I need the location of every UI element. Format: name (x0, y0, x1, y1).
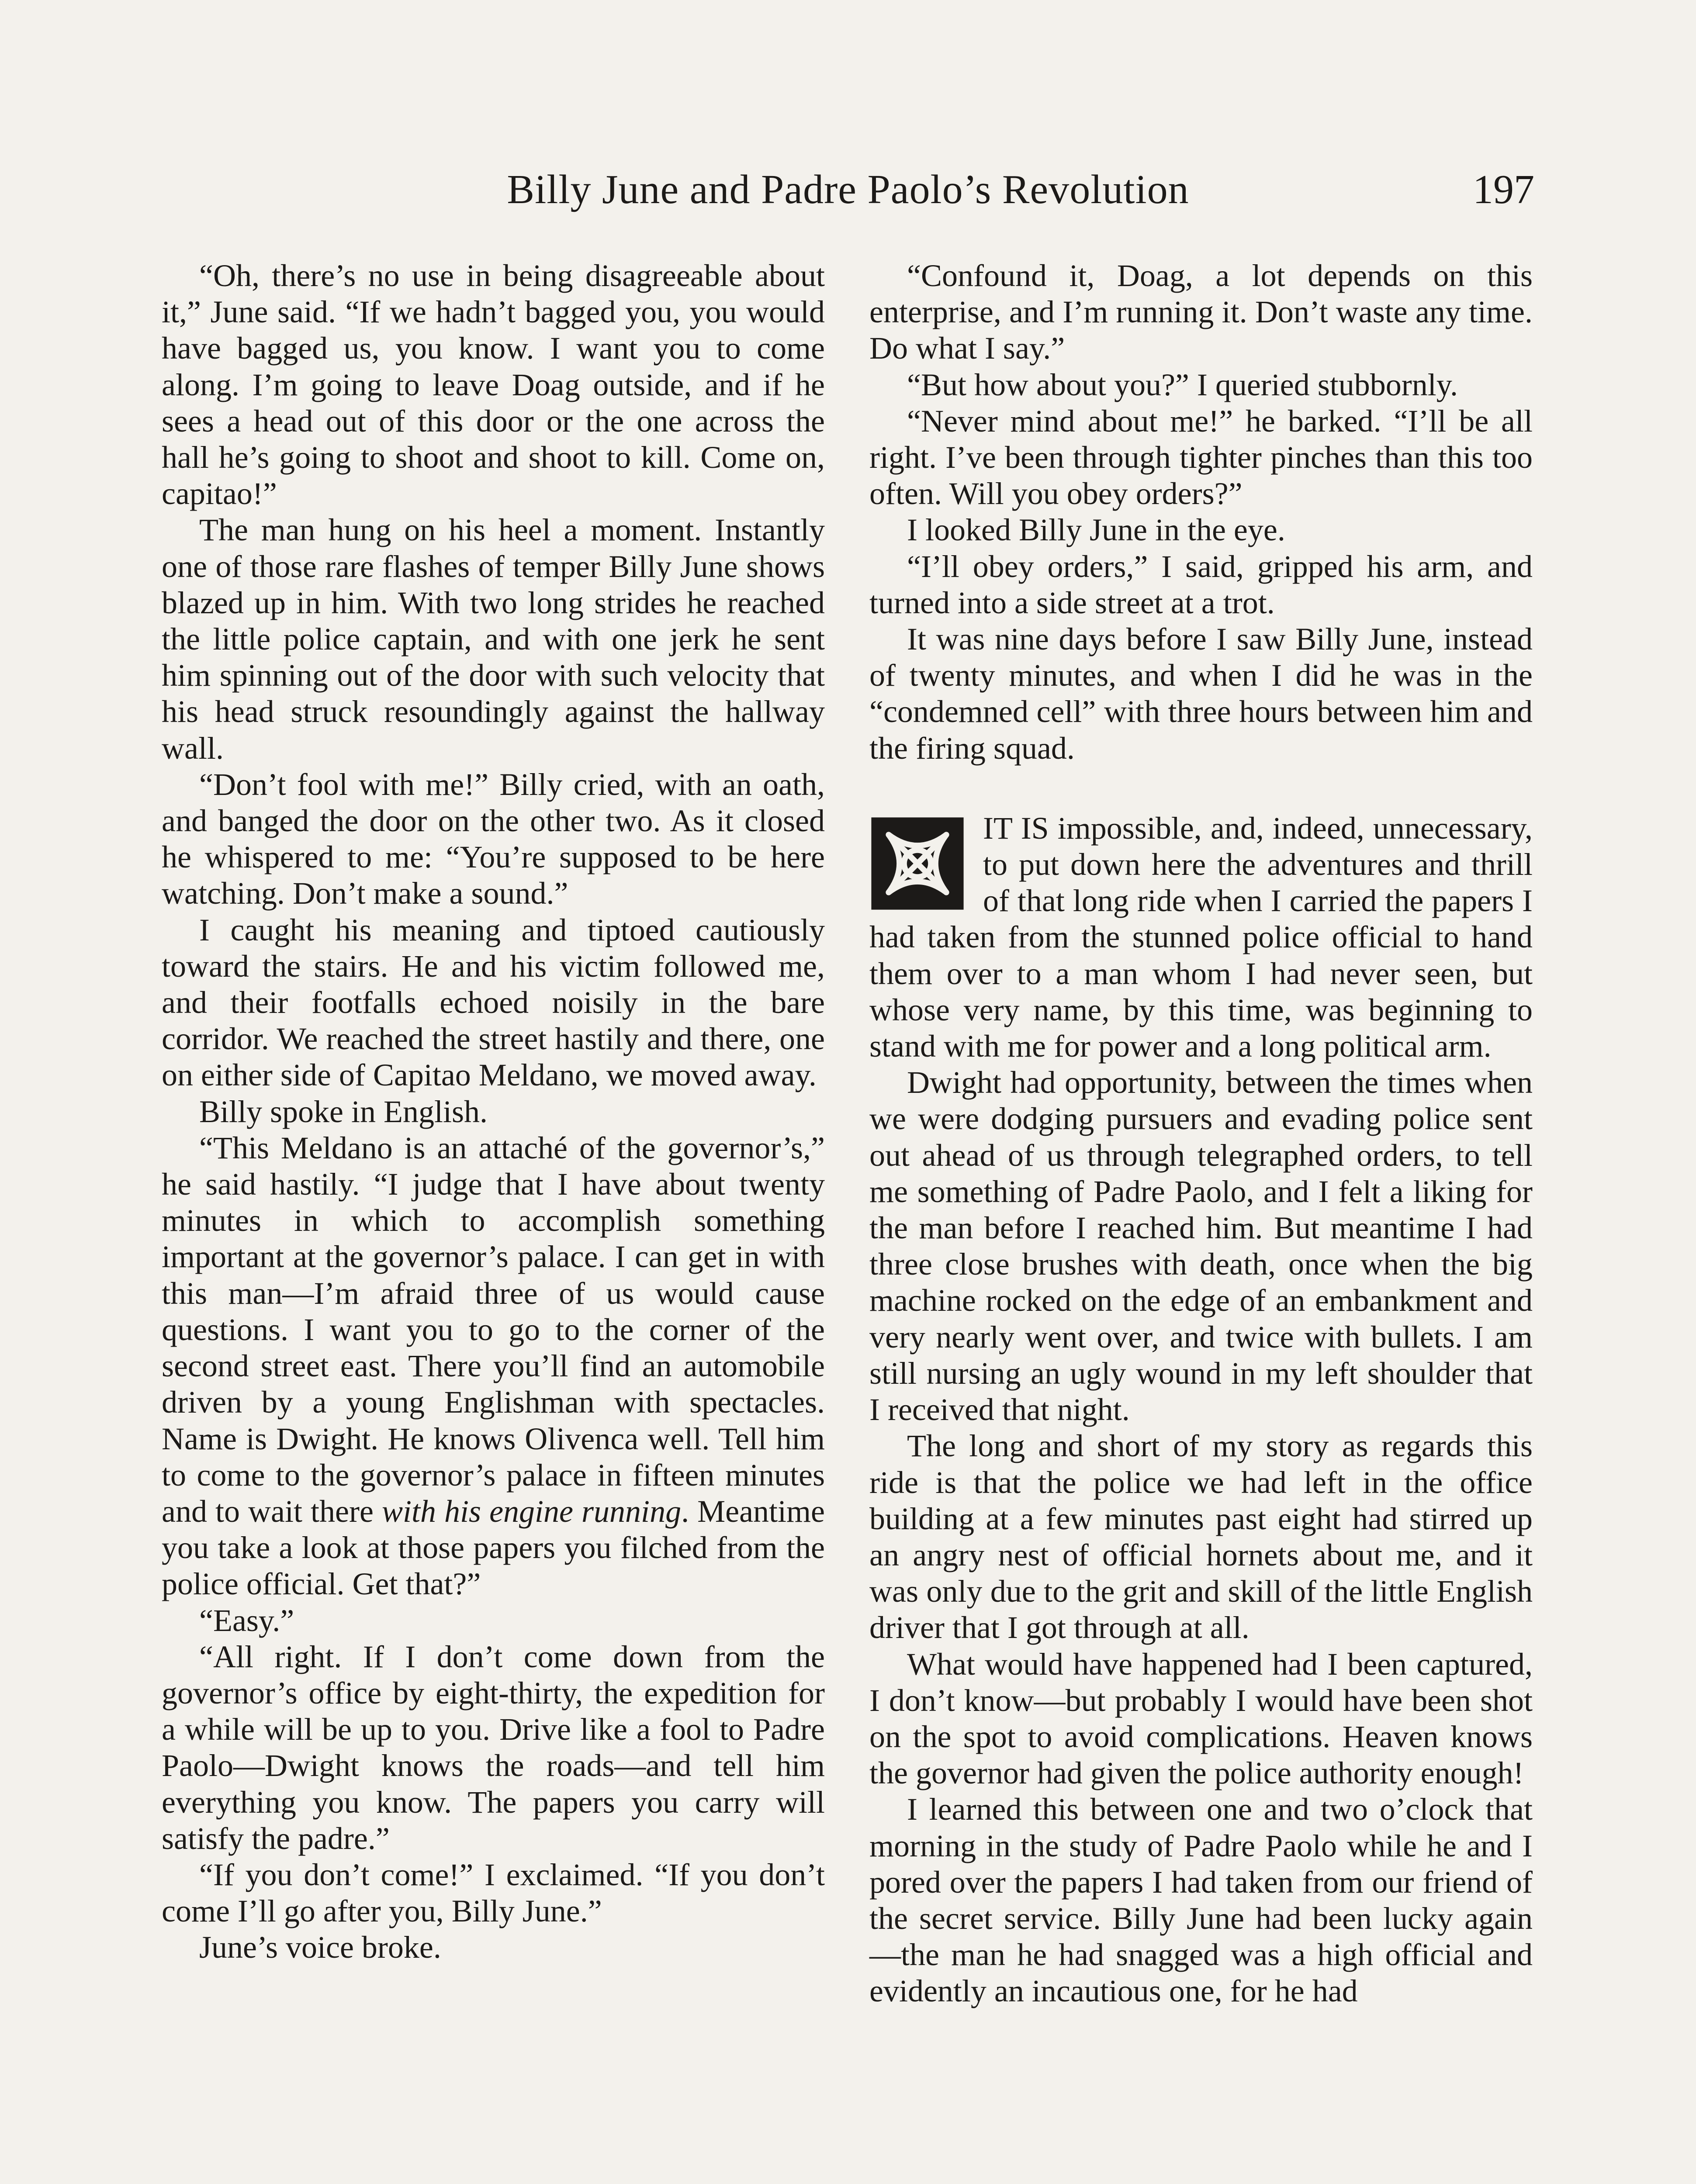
paragraph: June’s voice broke. (199, 1930, 441, 1965)
italic-phrase: with his engine running (381, 1493, 682, 1529)
paragraph: “Don’t fool with me!” Billy cried, with an oath, and banged the door on the other two. As it closed he whispered to me: “You’re supposed to be here watching. Don’t make a sound.” (162, 767, 825, 911)
paragraph: “Confound it, Doag, a lot depends on this enterprise, and I’m running it. Don’t waste any time. Do what I say.” (869, 258, 1533, 366)
paragraph: What would have happened had I been captured, I don’t know—but probably I would have been shot on the spot to avoid complications. Heaven knows the governor had given the police authority enough! (869, 1646, 1533, 1791)
left-column (162, 258, 825, 1966)
paragraph: “Oh, there’s no use in being disagreeable about it,” June said. “If we hadn’t bagged you, you would have bagged us, you know. I want you to come along. I’m going to leave Doag outside, and if he sees a head out of this door or the one across the hall he’s going to shoot and shoot to kill. Come on, capitao!” (162, 258, 825, 511)
paragraph: “If you don’t come!” I exclaimed. “If you don’t come I’ll go after you, Billy June.” (162, 1857, 825, 1929)
paragraph: “I’ll obey orders,” I said, gripped his arm, and turned into a side street at a trot. (869, 549, 1533, 620)
right-column (869, 258, 1533, 2010)
page-number: 197 (1473, 167, 1534, 212)
paragraph-tail: . Meantime you take a look at those papers you filched from the police official. Get that?” (162, 1493, 825, 1602)
running-title: Billy June and Padre Paolo’s Revolution (507, 167, 1189, 212)
paragraph: “Easy.” (199, 1603, 294, 1638)
paragraph: I looked Billy June in the eye. (907, 512, 1285, 548)
paragraph: “All right. If I don’t come down from the governor’s office by eight-thirty, the expedition for a while will be up to you. Drive like a fool to Padre Paolo—Dwight knows the roads—and tell him everything you know. The papers you carry will satisfy the padre.” (162, 1639, 825, 1856)
paragraph: Dwight had opportunity, between the times when we were dodging pursuers and evading police sent out ahead of us through telegraphed orders, to tell me something of Padre Paolo, and I felt a liking for the man before I reached him. But meantime I had three close brushes with death, once when the big machine rocked on the edge of an embankment and very nearly went over, and twice with bullets. I am still nursing an ugly wound in my left shoulder that I received that night. (869, 1065, 1533, 1427)
paragraph: Billy spoke in English. (199, 1094, 488, 1129)
paragraph-text: “This Meldano is an attaché of the governor’s,” he said hastily. “I judge that I have about twenty minutes in which to accomplish something important at the governor’s palace. I can get in with this man—I’m afraid three of us would cause questions. I want you to go to the corner of the second street east. There you’ll find an automobile driven by a young Englishman with spectacles. Name is Dwight. He knows Olivenca well. Tell him to come to the governor’s palace in fifteen minutes and to wait there (162, 1130, 825, 1529)
paragraph: “Never mind about me!” he barked. “I’ll be all right. I’ve been through tighter pinches than this too often. Will you obey orders?” (869, 403, 1533, 511)
page-header (162, 166, 1534, 227)
paragraph: It was nine days before I saw Billy June, instead of twenty minutes, and when I did he was in the “condemned cell” with three hours between him and the firing squad. (869, 622, 1533, 766)
celtic-knot-icon (869, 814, 966, 913)
paragraph-text: IT IS impossible, and, indeed, unnecessary, to put down here the adventures and thrill of that long ride when I carried the papers I had taken from the stunned police official to hand them over to a man whom I had never seen, but whose very name, by this time, was beginning to stand with me for power and a long political arm. (869, 810, 1533, 1064)
paragraph: “But how about you?” I queried stubbornly. (907, 367, 1458, 402)
paragraph: I learned this between one and two o’clock that morning in the study of Padre Paolo while he and I pored over the papers I had taken from our friend of the secret service. Billy June had been lucky again—the man he had snagged was a high official and evidently an incautious one, for he had (869, 1792, 1533, 2009)
paragraph (162, 1130, 825, 1603)
paragraph: The long and short of my story as regards this ride is that the police we had left in the office building at a few minutes past eight had stirred up an angry nest of official hornets about me, and it was only due to the grit and skill of the little English driver that I got through at all. (869, 1428, 1533, 1645)
section-start-paragraph (869, 810, 1533, 1064)
paragraph: The man hung on his heel a moment. Instantly one of those rare flashes of temper Billy June shows blazed up in him. With two long strides he reached the little police captain, and with one jerk he sent him spinning out of the door with such velocity that his head struck resoundingly against the hallway wall. (162, 512, 825, 766)
paragraph: I caught his meaning and tiptoed cautiously toward the stairs. He and his victim followed me, and their footfalls echoed noisily in the bare corridor. We reached the street hastily and there, one on either side of Capitao Meldano, we moved away. (162, 912, 825, 1093)
